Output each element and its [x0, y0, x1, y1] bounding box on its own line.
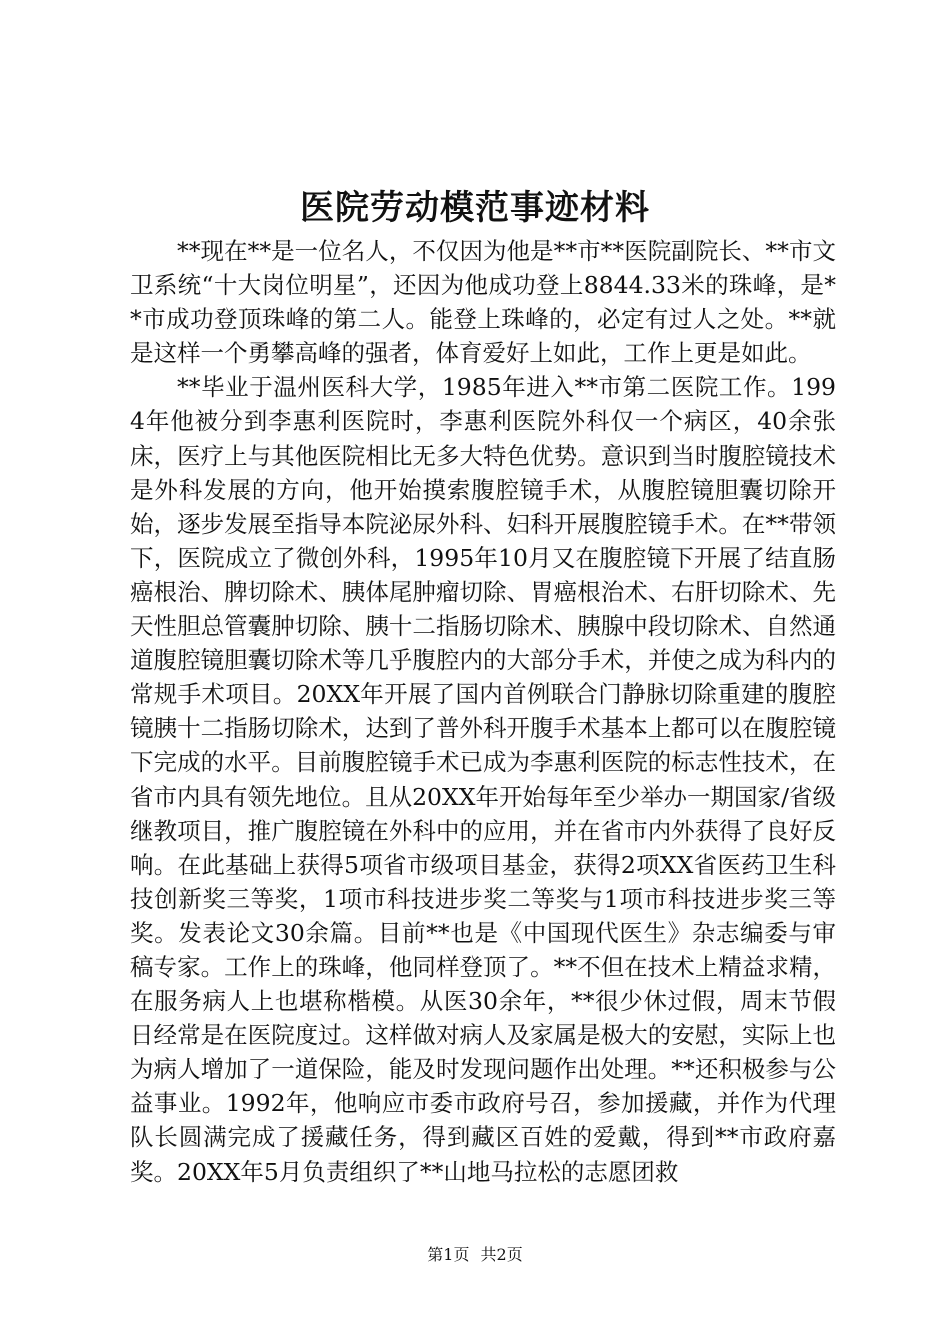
page-footer: [0, 1244, 950, 1266]
document-body: [130, 234, 836, 1189]
document-title: 医院劳动模范事迹材料: [300, 188, 650, 228]
page-number: 第1页: [427, 1245, 470, 1264]
paragraph-career: **毕业于温州医科大学，1985年进入**市第二医院工作。1994年他被分到李惠利医院时，李惠利医院外科仅一个病区，40余张床，医疗上与其他医院相比无多大特色优势。意识到当时腹腔镜技术是外科发展的方向，他开始摸索腹腔镜手术，从腹腔镜胆囊切除开始，逐步发展至指导本院泌尿外科、妇科开展腹腔镜手术。在**带领下，医院成立了微创外科，1995年10月又在腹腔镜下开展了结直肠癌根治、脾切除术、胰体尾肿瘤切除、胃癌根治术、右肝切除术、先天性胆总管囊肿切除、胰十二指肠切除术、胰腺中段切除术、自然通道腹腔镜胆囊切除术等几乎腹腔内的大部分手术，并使之成为科内的常规手术项目。20XX年开展了国内首例联合门静脉切除重建的腹腔镜胰十二指肠切除术，达到了普外科开腹手术基本上都可以在腹腔镜下完成的水平。目前腹腔镜手术已成为李惠利医院的标志性技术，在省市内具有领先地位。且从20XX年开始每年至少举办一期国家/省级继教项目，推广腹腔镜在外科中的应用，并在省市内外获得了良好反响。在此基础上获得5项省市级项目基金，获得2项XX省医药卫生科技创新奖三等奖，1项市科技进步奖二等奖与1项市科技进步奖三等奖。发表论文30余篇。目前**也是《中国现代医生》杂志编委与审稿专家。工作上的珠峰，他同样登顶了。**不但在技术上精益求精，在服务病人上也堪称楷模。从医30余年，**很少休过假，周末节假日经常是在医院度过。这样做对病人及家属是极大的安慰，实际上也为病人增加了一道保险，能及时发现问题作出处理。**还积极参与公益事业。1992年，他响应市委市政府号召，参加援藏，并作为代理队长圆满完成了援藏任务，得到藏区百姓的爱戴，得到**市政府嘉奖。20XX年5月负责组织了**山地马拉松的志愿团救: [130, 373, 836, 1186]
page-total: 共2页: [480, 1245, 523, 1264]
paragraph-intro: **现在**是一位名人，不仅因为他是**市**医院副院长、**市文卫系统“十大岗位明星”，还因为他成功登上8844.33米的珠峰，是**市成功登顶珠峰的第二人。能登上珠峰的，必定有过人之处。**就是这样一个勇攀高峰的强者，体育爱好上如此，工作上更是如此。: [130, 237, 836, 368]
